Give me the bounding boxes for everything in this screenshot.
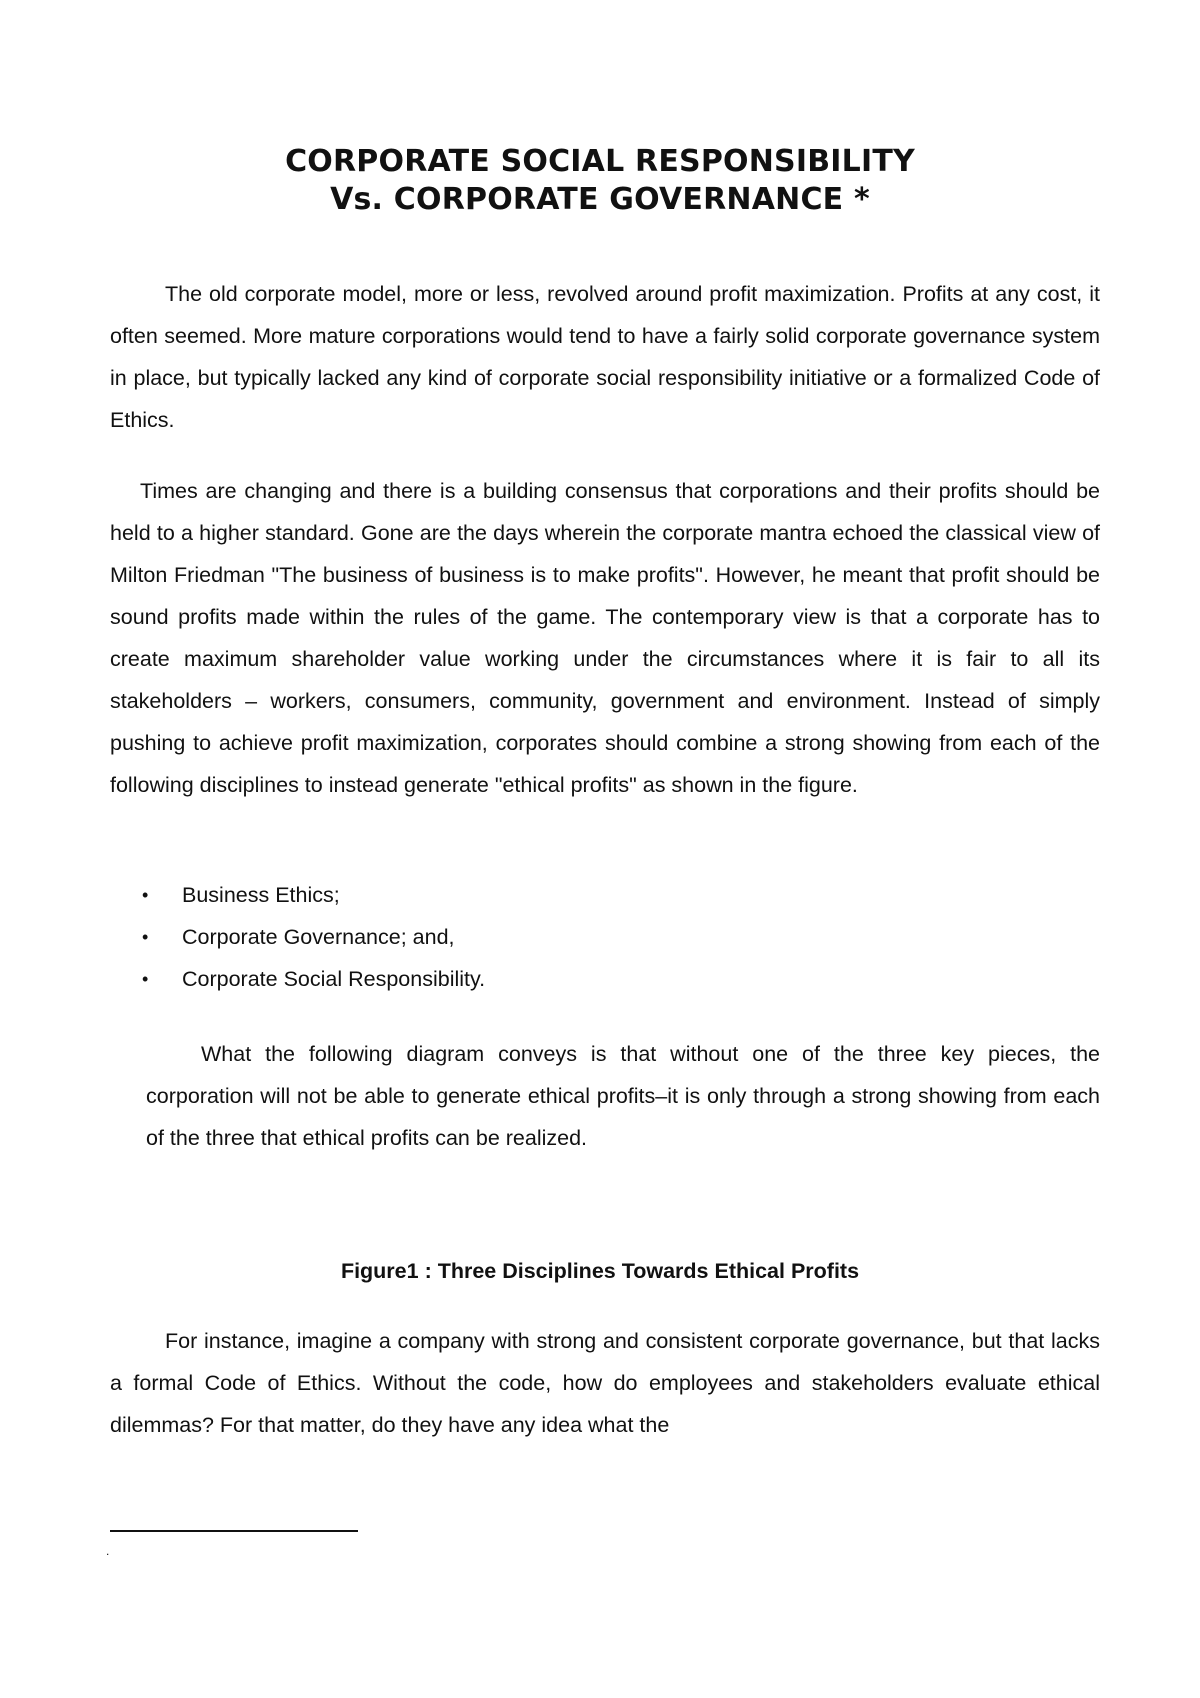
title-line-2: Vs. CORPORATE GOVERNANCE * xyxy=(330,182,870,217)
paragraph-diagram-explanation: What the following diagram conveys is that without one of the three key pieces, the corporation will not be able to generate ethical profits–it is only through a strong showing from each of the three that ethical profits can be realized. xyxy=(146,1042,1100,1150)
paragraph-for-instance: For instance, imagine a company with strong and consistent corporate governance, but that lacks a formal Code of Ethics. Without the code, how do employees and stakeholders evaluate ethical dilemmas? For that matter, do they have any idea what the xyxy=(110,1329,1100,1437)
list-item-label: Corporate Governance; and, xyxy=(182,925,455,949)
bullet-icon: • xyxy=(142,885,149,905)
bullet-icon: • xyxy=(142,927,149,947)
list-item-label: Business Ethics; xyxy=(182,883,340,907)
page-title xyxy=(0,143,1200,219)
list-item-label: Corporate Social Responsibility. xyxy=(182,967,486,991)
list-item xyxy=(110,874,485,916)
title-line-1: CORPORATE SOCIAL RESPONSIBILITY xyxy=(285,144,915,179)
footnote-mark: . xyxy=(106,1544,110,1558)
list-item xyxy=(110,958,485,1000)
footnote-separator xyxy=(110,1530,358,1532)
disciplines-list xyxy=(110,874,485,1000)
paragraph-old-corporate-model: The old corporate model, more or less, revolved around profit maximization. Profits at any cost, it often seemed. More mature corporations would tend to have a fairly solid corporate governance system in place, but typically lacked any kind of corporate social responsibility initiative or a formalized Code of Ethics. xyxy=(110,282,1100,432)
paragraph-times-are-changing: Times are changing and there is a building consensus that corporations and their profits should be held to a higher standard. Gone are the days wherein the corporate mantra echoed the classical view of Milton Friedman "The business of business is to make profits". However, he meant that profit should be sound profits made within the rules of the game. The contemporary view is that a corporate has to create maximum shareholder value working under the circumstances where it is fair to all its stakeholders – workers, consumers, community, government and environment. Instead of simply pushing to achieve profit maximization, corporates should combine a strong showing from each of the following disciplines to instead generate "ethical profits" as shown in the figure. xyxy=(110,479,1100,797)
bullet-icon: • xyxy=(142,969,149,989)
figure-caption: Figure1 : Three Disciplines Towards Ethical Profits xyxy=(340,1259,860,1283)
list-item xyxy=(110,916,485,958)
